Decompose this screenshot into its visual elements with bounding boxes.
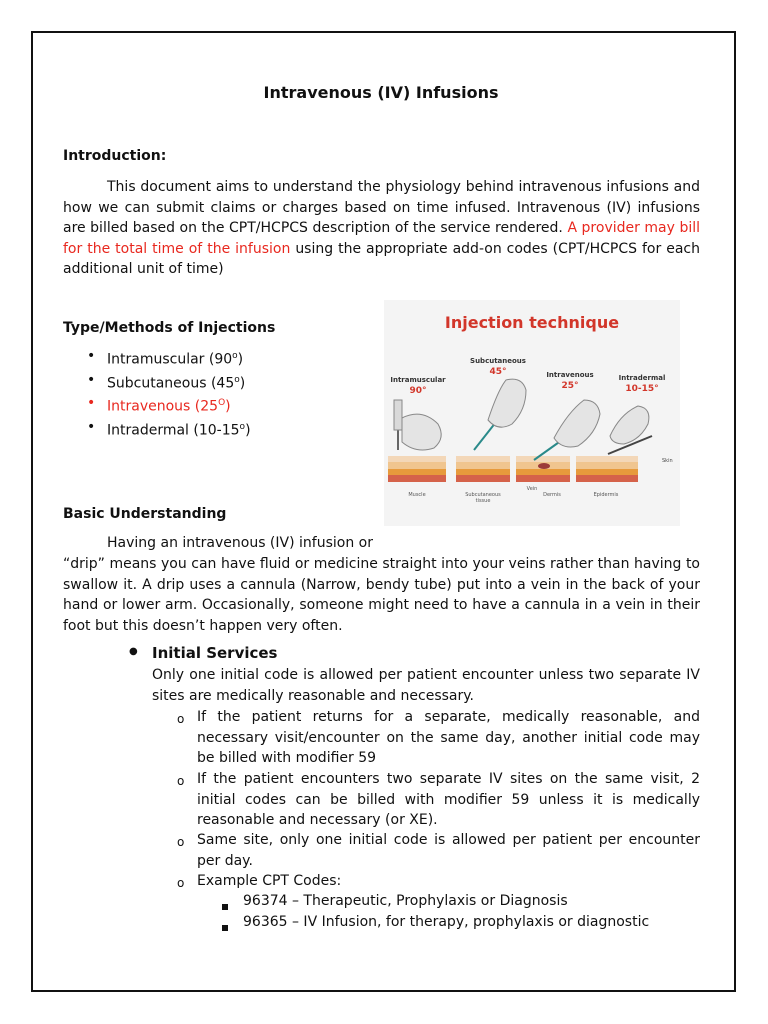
circle-bullet-icon: o [177, 876, 185, 890]
label-intramuscular: Intramuscular [390, 376, 446, 384]
intro-text-1: This document aims to understand the physiology behind intravenous infusions and how we can submit claims or charges based on time infused. Intravenous (IV) infusions are billed based on the CPT/HCPCS description of the service rendered. [63, 179, 700, 236]
label-intramuscular-angle: 90° [409, 386, 427, 396]
basic-heading: Basic Understanding [63, 506, 227, 522]
skin-block-4 [576, 456, 638, 482]
sub-item: Example CPT Codes: [197, 873, 342, 889]
label-subcutaneous-tissue-2: tissue [475, 498, 491, 504]
intro-text-highlight: A provider may bill for the total time of the infusion [63, 220, 701, 257]
label-vein: Vein [526, 486, 538, 492]
label-intravenous-angle: 25° [561, 381, 579, 391]
label-muscle: Muscle [408, 492, 426, 498]
list-item: • Intramuscular (90$^o$) [63, 346, 251, 370]
label-subcutaneous-tissue-1: Subcutaneous [465, 492, 501, 498]
circle-bullet-icon: o [177, 774, 185, 788]
sub-item: If the patient returns for a separate, medically reasonable, and necessary visit/encounter on the same day, another initial code may be billed with modifier 59 [197, 709, 700, 766]
skin-block-2 [456, 456, 510, 482]
cpt-code-item: 96365 – IV Infusion, for therapy, prophylaxis or diagnostic [243, 914, 650, 930]
circle-bullet-icon: o [177, 712, 185, 726]
injection-technique-illustration [384, 300, 680, 526]
label-intradermal: Intradermal [618, 374, 666, 382]
intro-text-2: using the appropriate add-on codes (CPT/HCPCS for each additional unit of time) [63, 240, 700, 277]
illustration-title: Injection technique [444, 313, 620, 332]
square-bullet-icon [222, 904, 228, 910]
basic-line-1: Having an intravenous (IV) infusion or [107, 535, 373, 551]
skin-block-1 [388, 456, 446, 482]
initial-services-text: Only one initial code is allowed per patient encounter unless two separate IV sites are medically reasonable and necessary. [152, 667, 700, 704]
square-bullet-icon [222, 925, 228, 931]
list-item-intravenous: • Intravenous $(25^O)$ [63, 393, 251, 417]
label-intravenous: Intravenous [546, 371, 594, 379]
list-item: • Subcutaneous (45$^o$) [63, 370, 251, 394]
skin-block-3 [516, 456, 570, 482]
intro-heading: Introduction: [63, 148, 167, 164]
sub-item: If the patient encounters two separate IV sites on the same visit, 2 initial codes can be billed with modifier 59 unless it is medically reasonable and necessary (or XE). [197, 771, 700, 828]
types-list [63, 346, 251, 441]
initial-services-heading: Initial Services [152, 644, 278, 662]
circle-bullet-icon: o [177, 835, 185, 849]
document-title: Intravenous (IV) Infusions [263, 83, 499, 102]
sub-item: Same site, only one initial code is allowed per patient per encounter per day. [197, 832, 700, 869]
label-subcutaneous: Subcutaneous [470, 357, 526, 365]
bullet-icon: ● [129, 646, 138, 657]
label-skin: Skin [662, 458, 673, 464]
label-dermis: Dermis [543, 492, 561, 498]
intro-paragraph [63, 177, 700, 280]
cpt-code-item: 96374 – Therapeutic, Prophylaxis or Diagnosis [243, 893, 568, 909]
types-heading: Type/Methods of Injections [63, 320, 276, 336]
label-intradermal-angle: 10-15° [625, 384, 659, 394]
basic-paragraph: “drip” means you can have fluid or medicine straight into your veins rather than having to swallow it. A drip uses a cannula (Narrow, bendy tube) put into a vein in the back of your hand or lower arm. Occasionally, someone might need to have a cannula in a vein in their foot but this doesn’t happen very often. [63, 556, 700, 634]
label-epidermis: Epidermis [593, 492, 619, 498]
list-item: • Intradermal (10-15$^o$) [63, 417, 251, 441]
label-subcutaneous-angle: 45° [489, 367, 507, 377]
